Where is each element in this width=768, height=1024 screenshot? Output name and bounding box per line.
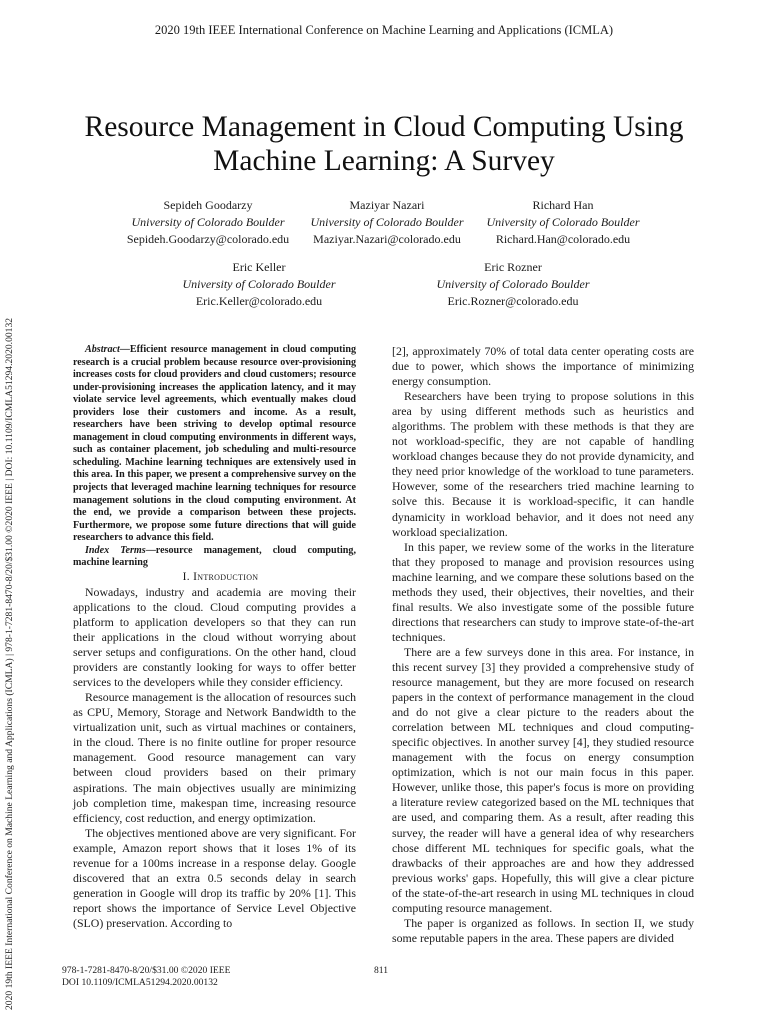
- paragraph: The objectives mentioned above are very significant. For example, Amazon report shows that it loses 1% of its revenue for a 100ms increase in a response delay. Google discovered that an extra 0.5 seconds delay in search generation in Google will drop its traffic by 20% [1]. This report shows the importance of Service Level Objective (SLO) preservation. According to: [73, 825, 356, 930]
- author-name: Maziyar Nazari: [349, 198, 425, 212]
- author-affiliation: University of Colorado Boulder: [436, 277, 590, 291]
- paragraph: The paper is organized as follows. In section II, we study some reputable papers in the area. These papers are divided: [392, 915, 694, 945]
- author-email: Sepideh.Goodarzy@colorado.edu: [126, 232, 290, 246]
- conference-header: 2020 19th IEEE International Conference on Machine Learning and Applications (ICMLA): [154, 23, 614, 37]
- paragraph: There are a few surveys done in this area. For instance, in this recent survey [3] they provided a comprehensive study of resource management, but they are more focused on research papers in the context of performance management in the cloud and do not give a clear picture to the readers about the correlation between ML techniques and cloud computing-specific objectives. In another survey [4], they studied resource management with the focus on energy consumption optimization, which is not our main focus in this paper. However, unlike those, this paper's focus is more on providing a literature review categorized based on the ML techniques that are used, and comparing them. As a result, after reading this survey, the reader will have a general idea of why researchers chose different ML techniques for specific goals, what the drawbacks of their approaches are and how they addressed previous works' gaps. Hopefully, this will give a clear picture of the state-of-the-art research in using ML techniques in cloud computing resource management.: [392, 644, 694, 915]
- section-heading: [73, 570, 356, 585]
- paper-title: [60, 110, 708, 178]
- paragraph: [2], approximately 70% of total data center operating costs are due to power, which shows the importance of minimizing energy consumption.: [392, 344, 694, 389]
- paragraph: Resource management is the allocation of resources such as CPU, Memory, Storage and Network Bandwidth to the virtualization unit, such as virtual machines or containers, in the cloud. There is no finite outline for proper resource management. Good resource management can vary between cloud providers based on their primary aspirations. The main objectives usually are minimizing job completion time, makespan time, increasing resource efficiency, cost reduction, and energy optimization.: [73, 690, 356, 825]
- author-block-5: [408, 259, 618, 310]
- section-title: Introduction: [193, 570, 259, 583]
- author-email: Richard.Han@colorado.edu: [495, 232, 631, 246]
- index-terms-lead: Index Terms: [85, 544, 146, 556]
- title-line-2: Machine Learning: A Survey: [213, 145, 555, 177]
- author-affiliation: University of Colorado Boulder: [131, 215, 285, 229]
- paragraph: Researchers have been trying to propose solutions in this area by using different methods such as heuristics and algorithms. The problem with these methods is that they are not workload-specific, they are not capable of handling workload changes because they do not provide dynamicity, and they need prior knowledge of the workload to tune parameters. However, some of the researchers tried machine learning to solve this. Because it is workload-specific, it can handle dynamicity in workload behavior, and it does not need any workload specialization.: [392, 389, 694, 539]
- footer-copyright: [62, 965, 231, 988]
- author-name: Eric Rozner: [484, 260, 542, 274]
- title-line-1: Resource Management in Cloud Computing Using: [84, 111, 684, 143]
- author-affiliation: University of Colorado Boulder: [486, 215, 640, 229]
- paragraph: In this paper, we review some of the works in the literature that they proposed to manage and provision resources using machine learning, and we compare these solutions based on the methods they used, their objectives, their novelties, and their final results. We also investigate some of the possible future directions that researchers can study to improve state-of-the-art techniques.: [392, 539, 694, 644]
- author-name: Eric Keller: [232, 260, 286, 274]
- author-block-4: [154, 259, 364, 310]
- author-email: Eric.Keller@colorado.edu: [195, 294, 323, 308]
- author-affiliation: University of Colorado Boulder: [310, 215, 464, 229]
- author-block-3: [458, 197, 668, 248]
- right-column: [392, 344, 694, 946]
- footer-isbn: 978-1-7281-8470-8/20/$31.00 ©2020 IEEE: [62, 965, 231, 976]
- section-number: I.: [182, 570, 194, 583]
- index-terms: [73, 545, 356, 570]
- abstract-text: —Efficient resource management in cloud computing research is a crucial problem because resource over-provisioning increases costs for cloud providers and cloud customers; resource under-provisioning increases the application latency, and it may violate service level agreements, which eventually makes cloud providers lose their customers and income. As a result, researchers have been striving to develop optimal resource management in cloud computing environments in different ways, such as container placement, job scheduling and multi-resource scheduling. Machine learning techniques are extensively used in this area. In this paper, we present a comprehensive survey on the projects that leveraged machine learning techniques for resource management solutions in the cloud computing environment. At the end, we provide a comparison between these projects. Furthermore, we propose some future directions that will guide researchers to advance this field.: [73, 344, 356, 544]
- paragraph: Nowadays, industry and academia are moving their applications to the cloud. Cloud computing provides a platform to application developers so that they can run their applications in the cloud without worrying about server setups and configurations. On the other hand, cloud providers are constantly looking for ways to offer better services to the developers while they consider efficiency.: [73, 584, 356, 690]
- author-name: Sepideh Goodarzy: [163, 198, 253, 212]
- index-terms-text: —resource management, cloud computing, machine learning: [73, 544, 356, 569]
- author-email: Eric.Rozner@colorado.edu: [447, 294, 579, 308]
- abstract: [73, 344, 356, 545]
- author-email: Maziyar.Nazari@colorado.edu: [313, 232, 461, 246]
- page-number: 811: [374, 965, 389, 976]
- left-column: [73, 344, 356, 931]
- side-identifier: 2020 19th IEEE International Conference on Machine Learning and Applications (ICMLA) | 978-1-7281-8470-8/20/$31.00 ©2020 IEEE | DOI: 10.1109/ICMLA51294.2020.00132: [4, 317, 15, 1010]
- author-affiliation: University of Colorado Boulder: [182, 277, 336, 291]
- footer-doi: DOI 10.1109/ICMLA51294.2020.00132: [62, 976, 218, 988]
- author-name: Richard Han: [532, 198, 594, 212]
- abstract-lead: Abstract: [85, 344, 120, 355]
